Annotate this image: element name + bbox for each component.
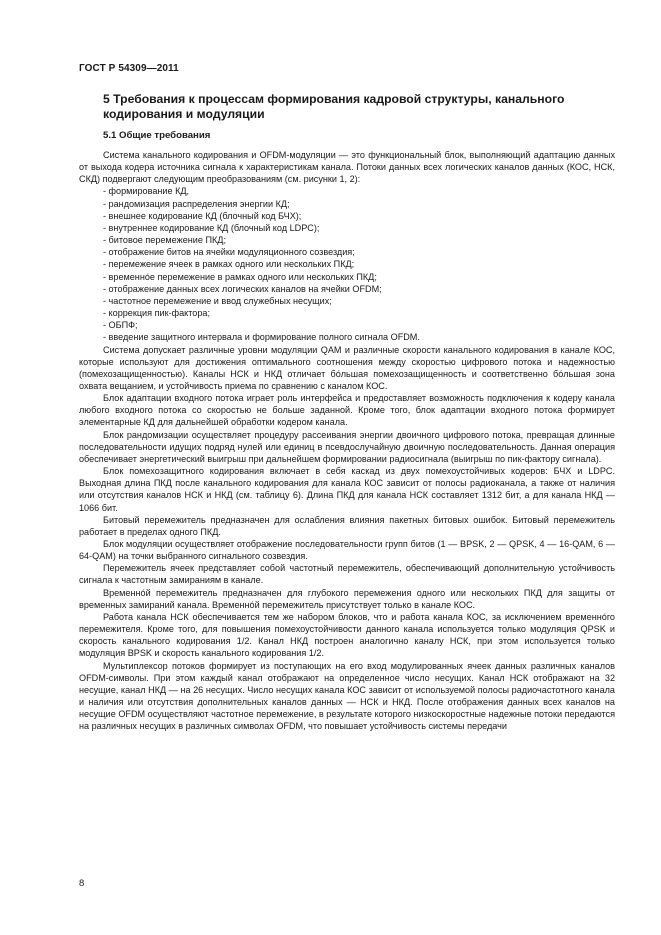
list-item: - битовое перемежение ПКД; bbox=[103, 235, 226, 246]
list-item: - внешнее кодирование КД (блочный код БЧХ); bbox=[103, 210, 302, 221]
paragraph-bit-interleaver: Битовый перемежитель предназначен для ослабления влияния пакетных битовых ошибок. Битовый перемежитель работает в пределах одного ПКД. bbox=[79, 514, 615, 537]
subsection-title: 5.1 Общие требования bbox=[103, 130, 211, 141]
paragraph-nsk-channel: Работа канала НСК обеспечивается тем же набором блоков, что и работа канала КОС, за исключением временнóго перемежителя. Кроме того, для повышения помехоустойчивости данного канала используется только модуляция QPSK и скорость канального кодирования 1/2. Канал НКД построен аналогично каналу НСК, при этом используется только модуляция BPSK и скорость канального кодирования 1/2. bbox=[79, 611, 615, 659]
paragraph-input-adaptation: Блок адаптации входного потока играет роль интерфейса и предоставляет возможность подключения к кодеру канала любого входного потока со скоростью не больше заданной. Кроме того, блок адаптации входного потока формирует элементарные КД для дальнейшей обработки кодером канала. bbox=[79, 393, 615, 428]
list-item: - частотное перемежение и ввод служебных несущих; bbox=[103, 295, 332, 306]
section-title: 5 Требования к процессам формирования кадровой структуры, канального кодирования и модуляции bbox=[103, 92, 565, 121]
list-item: - формирование КД, bbox=[103, 186, 190, 197]
transform-list bbox=[79, 185, 615, 343]
document-header: ГОСТ Р 54309—2011 bbox=[79, 63, 179, 74]
list-item: - ОБПФ; bbox=[103, 320, 138, 331]
page-number: 8 bbox=[79, 878, 85, 889]
list-item: - перемежение ячеек в рамках одного или нескольких ПКД; bbox=[103, 259, 355, 270]
list-item: - отображение данных всех логических каналов на ячейки OFDM; bbox=[103, 283, 382, 294]
list-item: - временнóе перемежение в рамках одного или нескольких ПКД; bbox=[103, 271, 377, 282]
paragraph-modulation: Блок модуляции осуществляет отображение последовательности групп битов (1 — BPSK, 2 — QPSK, 4 — 16-QAM, 6 — 64-QAM) на точки выбранного сигнального созвездия. bbox=[79, 539, 615, 562]
intro-paragraph: Система канального кодирования и OFDM-модуляции — это функциональный блок, выполняющий адаптацию данных от выхода кодера источника сигнала к характеристикам канала. Потоки данных всех логических каналов данных (КОС, НСК, СКД) подвергают следующим преобразованиям (см. рисунки 1, 2): bbox=[79, 150, 615, 185]
paragraph-multiplexer: Мультиплексор потоков формирует из поступающих на его вход модулированных ячеек данных различных каналов OFDM-символы. При этом каждый канал отображают на определенное число несущих. Канал НСК отображают на 32 несущие, канал НКД — на 26 несущих. Число несущих канала КОС зависит от используемой полосы радиочастотного канала и наличия или отсутствия дополнительных каналов данных — НСК и НКД. После отображения данных всех каналов на несущие OFDM осуществляют частотное перемежение, в результате которого низкоскоростные надежные потоки передаются на различных несущих в различных символах OFDM, что повышает устойчивость системы передачи bbox=[79, 660, 615, 732]
list-item: - внутреннее кодирование КД (блочный код LDPC); bbox=[103, 222, 320, 233]
list-item: - отображение битов на ячейки модуляционного созвездия; bbox=[103, 247, 355, 258]
paragraph-qam: Система допускает различные уровни модуляции QAM и различные скорости канального кодирования в канале КОС, которые используют для достижения оптимального соотношения между скоростью цифрового потока и надежностью (помехозащищенностью). Каналы НСК и НКД отличает бóльшая помехозащищенность и соответственно бóльшая зона охвата вещанием, и устойчивость приема по сравнению с каналом КОС. bbox=[79, 344, 615, 391]
page-content bbox=[79, 92, 615, 733]
list-item: - коррекция пик-фактора; bbox=[103, 308, 210, 319]
paragraph-cell-interleaver: Перемежитель ячеек представляет собой частотный перемежитель, обеспечивающий дополнительную устойчивость сигнала к частотным замираниям в канале. bbox=[79, 563, 615, 586]
list-item: - введение защитного интервала и формирование полного сигнала OFDM. bbox=[103, 332, 420, 343]
paragraph-randomization: Блок рандомизации осуществляет процедуру рассеивания энергии двоичного цифрового потока, превращая длинные последовательности идущих подряд нулей или единиц в псевдослучайную двоичную последовательность. Данная операция обеспечивает энергетический выигрыш при дальнейшем формировании радиосигнала (выигрыш по пик-фактору сигнала). bbox=[79, 429, 615, 464]
list-item: - рандомизация распределения энергии КД; bbox=[103, 198, 290, 209]
paragraph-time-interleaver: Временнóй перемежитель предназначен для глубокого перемежения одного или нескольких ПКД для защиты от временных замираний канала. Временнóй перемежитель присутствует только в канале КОС. bbox=[79, 587, 615, 610]
paragraph-fec-coding: Блок помехозащитного кодирования включает в себя каскад из двух помехоустойчивых кодеров: БЧХ и LDPC. Выходная длина ПКД после канального кодирования для канала КОС зависит от полосы радиоканала, а также от наличия или отсутствия каналов НСК и НКД (см. таблицу 6). Длина ПКД для канала НСК составляет 1312 бит, а для канала НКД — 1066 бит. bbox=[79, 466, 615, 513]
